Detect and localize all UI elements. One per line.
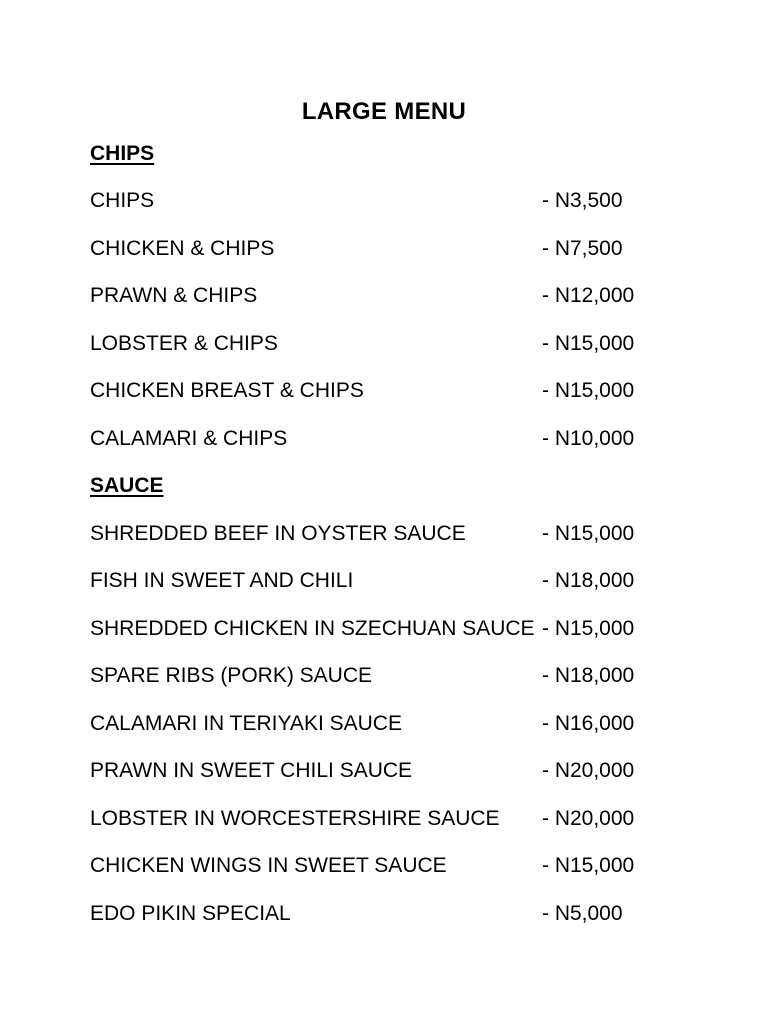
item-price: - N3,500 [542,189,623,213]
item-name: PRAWN & CHIPS [90,284,258,308]
section-chips [90,130,710,463]
item-name: SPARE RIBS (PORK) SAUCE [90,664,373,688]
menu-item [90,558,710,606]
menu-item [90,510,710,558]
item-name: LOBSTER IN WORCESTERSHIRE SAUCE [90,806,500,830]
item-price: - N15,000 [542,331,635,355]
section-heading-chips: CHIPS [90,141,155,165]
item-name: CALAMARI & CHIPS [90,426,288,450]
item-price: - N10,000 [542,426,635,450]
page-title: LARGE MENU [301,98,467,125]
menu-item [90,748,710,796]
menu-item [90,605,710,653]
item-price: - N15,000 [542,521,635,545]
menu-item [90,415,710,463]
menu-item [90,843,710,891]
section-sauce [90,463,710,938]
item-price: - N20,000 [542,759,635,783]
item-name: EDO PIKIN SPECIAL [90,901,291,925]
menu-item [90,225,710,273]
menu-item [90,653,710,701]
item-name: CALAMARI IN TERIYAKI SAUCE [90,711,402,735]
menu-item [90,795,710,843]
item-name: CHICKEN WINGS IN SWEET SAUCE [90,854,447,878]
menu-item [90,178,710,226]
menu-item [90,700,710,748]
item-name: SHREDDED CHICKEN IN SZECHUAN SAUCE [90,616,535,640]
item-name: CHIPS [90,189,155,213]
item-name: LOBSTER & CHIPS [90,331,278,355]
item-name: CHICKEN BREAST & CHIPS [90,379,364,403]
menu-item [90,890,710,938]
item-price: - N18,000 [542,569,635,593]
item-price: - N15,000 [542,616,635,640]
item-price: - N15,000 [542,379,635,403]
item-price: - N15,000 [542,854,635,878]
item-name: PRAWN IN SWEET CHILI SAUCE [90,759,413,783]
item-price: - N12,000 [542,284,635,308]
item-name: CHICKEN & CHIPS [90,236,275,260]
menu-item [90,320,710,368]
item-price: - N16,000 [542,711,635,735]
menu-item [90,368,710,416]
menu-list [90,130,710,938]
item-price: - N18,000 [542,664,635,688]
item-price: - N7,500 [542,236,623,260]
item-name: FISH IN SWEET AND CHILI [90,569,354,593]
item-price: - N20,000 [542,806,635,830]
section-heading-sauce: SAUCE [90,474,164,498]
item-price: - N5,000 [542,901,623,925]
item-name: SHREDDED BEEF IN OYSTER SAUCE [90,521,466,545]
menu-item [90,273,710,321]
